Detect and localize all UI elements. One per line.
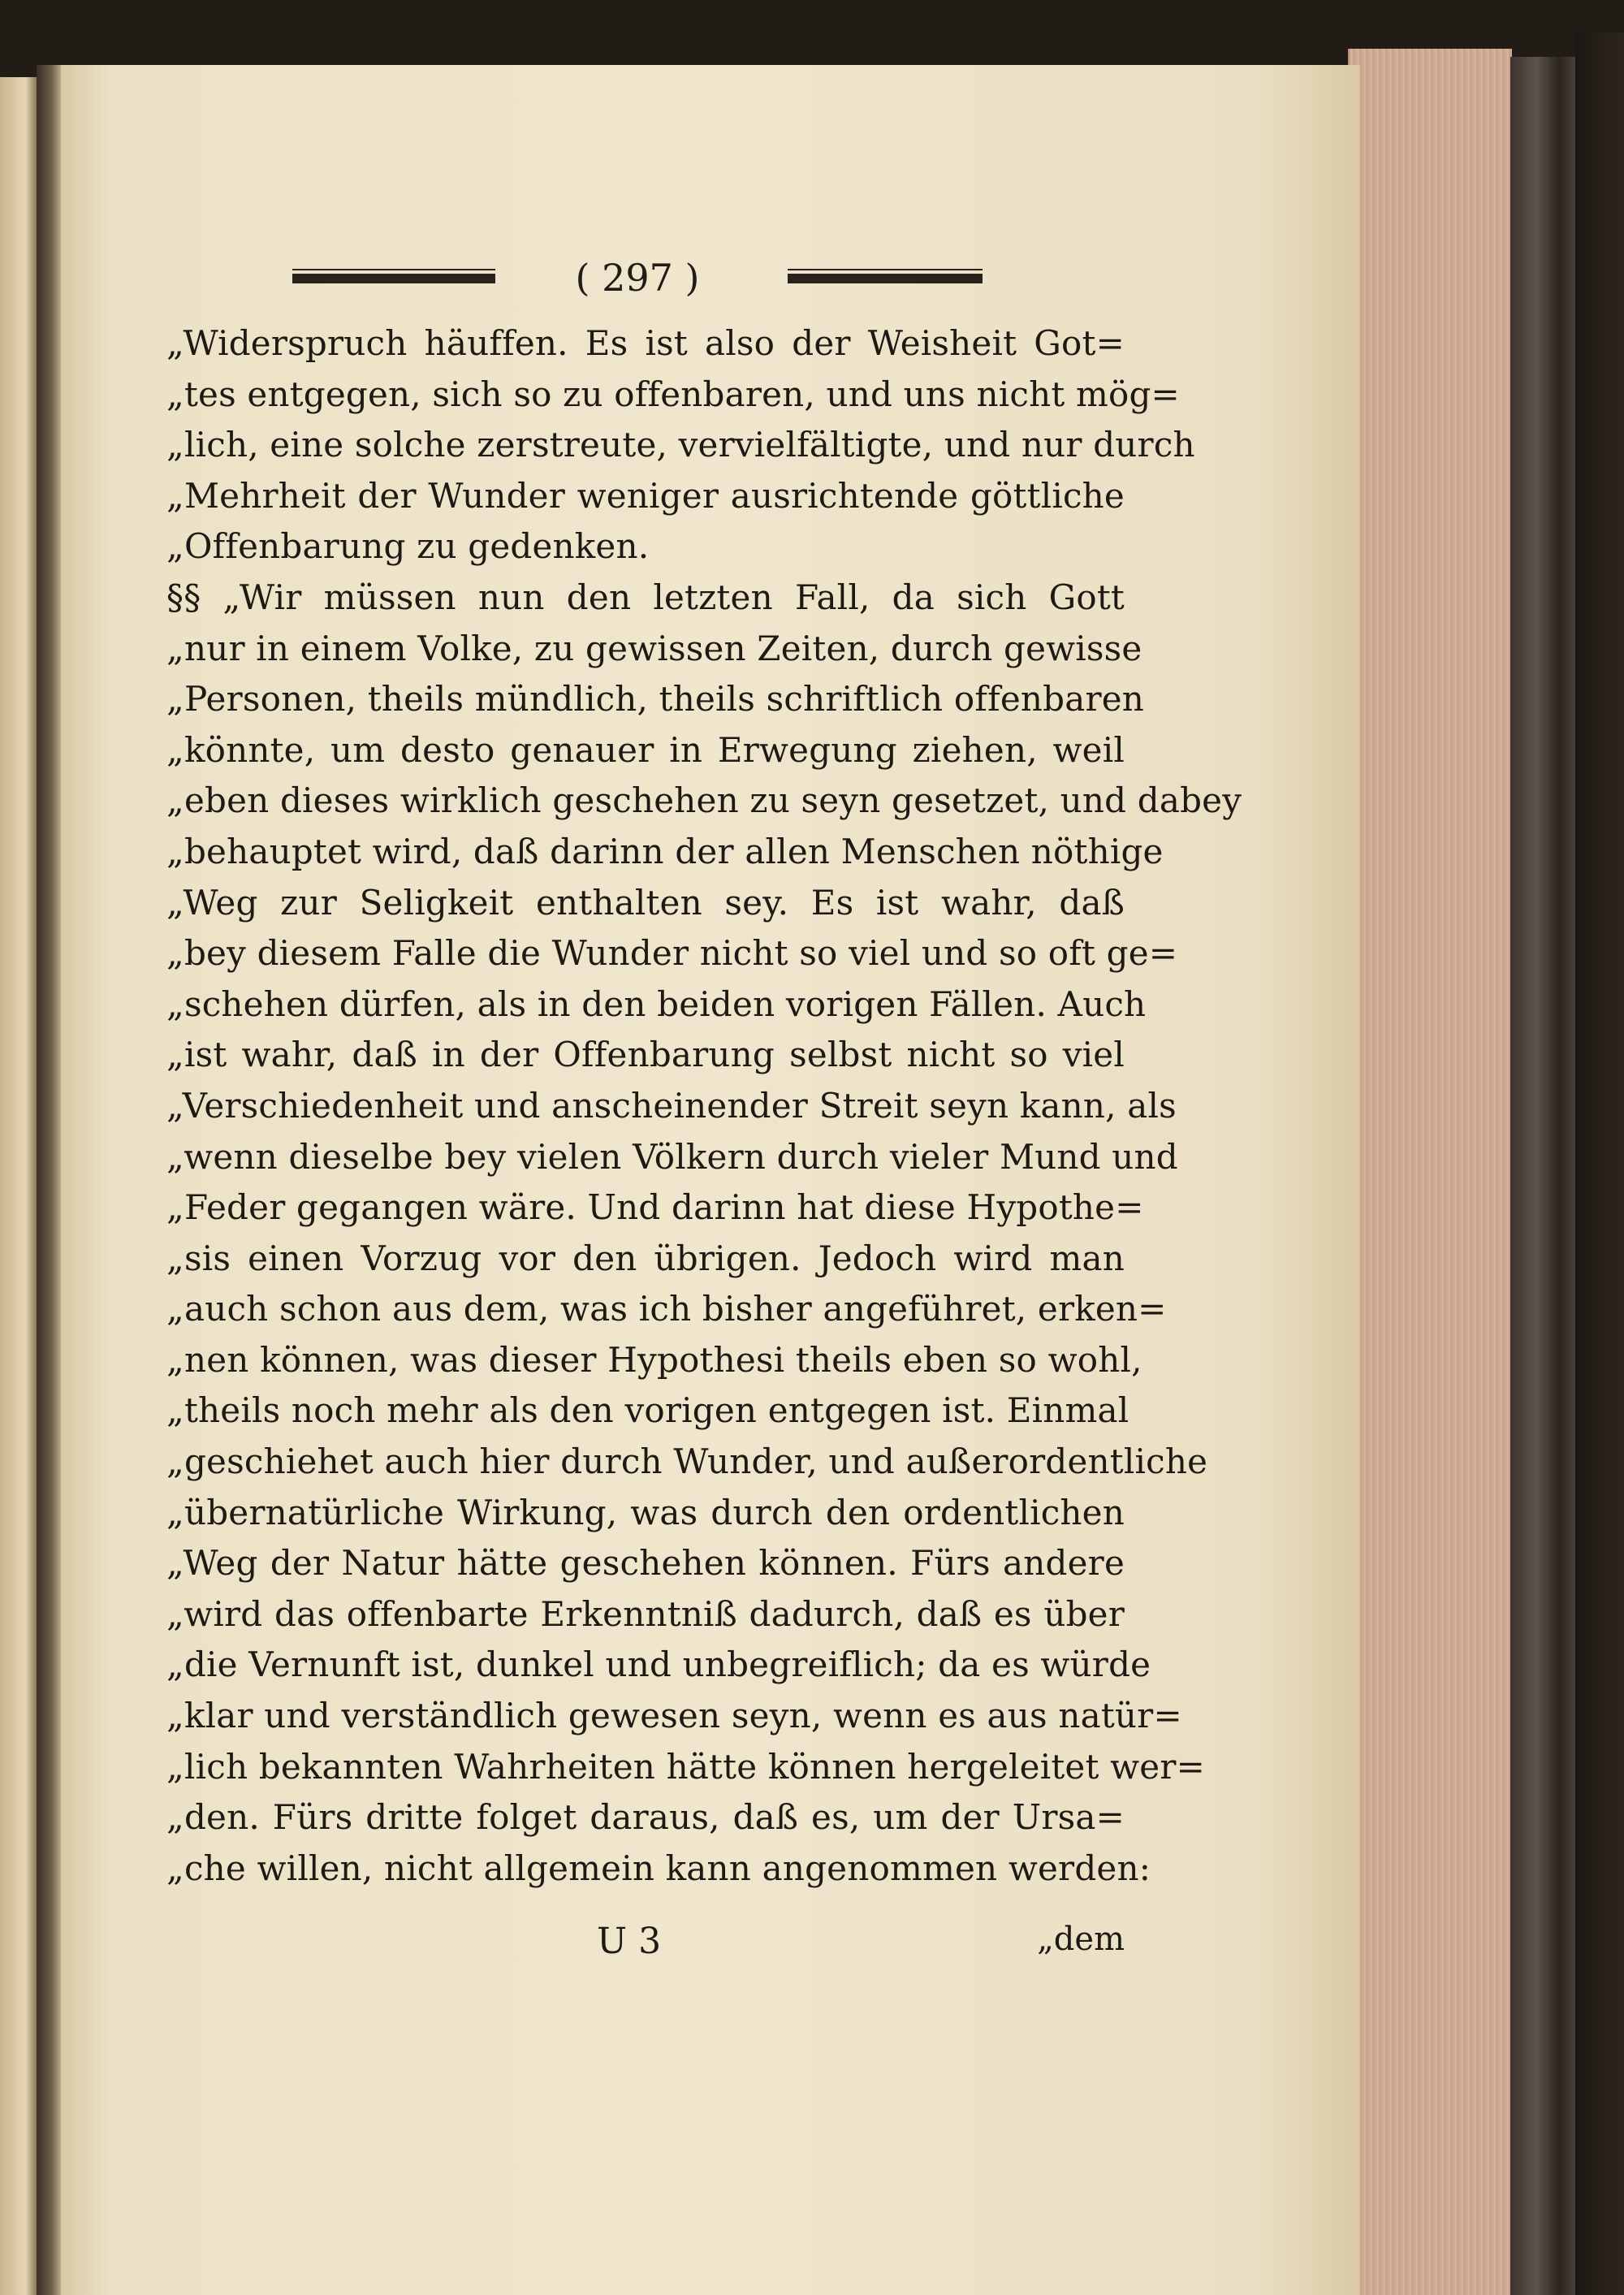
page-footer [166,1921,1125,1969]
text-line: „schehen dürfen, als in den beiden vorigen Fällen. Auch [166,983,1147,1024]
text-line: „Weg zur Seligkeit enthalten sey. Es ist wahr, daß [166,882,1125,923]
text-line: „Personen, theils mündlich, theils schriftlich offenbaren [166,679,1145,720]
text-line: „könnte, um desto genauer in Erwegung ziehen, weil [166,729,1125,770]
text-line: „theils noch mehr als den vorigen entgegen ist. Einmal [166,1390,1129,1431]
text-line: „Verschiedenheit und anscheinender Streit seyn kann, als [166,1085,1177,1126]
text-line: „lich bekannten Wahrheiten hätte können hergeleitet wer= [166,1746,1205,1787]
text-line: „lich, eine solche zerstreute, vervielfältigte, und nur durch [166,425,1195,465]
book-binding [1510,57,1575,2295]
text-line: „sis einen Vorzug vor den übrigen. Jedoch wird man [166,1238,1125,1278]
page-block-edge [1348,49,1512,2295]
text-line: „klar und verständlich gewesen seyn, wenn es aus natür= [166,1696,1182,1736]
text-line: „eben dieses wirklich geschehen zu seyn gesetzet, und dabey [166,780,1242,821]
text-line: „che willen, nicht allgemein kann angenommen werden: [166,1848,1151,1888]
text-line: „übernatürliche Wirkung, was durch den ordentlichen [166,1492,1125,1532]
text-line: „wenn dieselbe bey vielen Völkern durch vieler Mund und [166,1136,1178,1177]
text-line: „bey diesem Falle die Wunder nicht so viel und so oft ge= [166,933,1178,974]
text-line: „geschiehet auch hier durch Wunder, und außerordentliche [166,1441,1208,1482]
text-line: „nen können, was dieser Hypothesi theils eben so wohl, [166,1339,1142,1380]
text-line: §§ „Wir müssen nun den letzten Fall, da sich Gott [166,577,1125,617]
text-line: „Feder gegangen wäre. Und darinn hat diese Hypothe= [166,1187,1144,1228]
text-line: „behauptet wird, daß darinn der allen Menschen nöthige [166,831,1164,871]
text-line: „nur in einem Volke, zu gewissen Zeiten, durch gewisse [166,628,1142,668]
text-line: „Mehrheit der Wunder weniger ausrichtende göttliche [166,475,1125,516]
header-rule-left [292,274,495,283]
text-line: „auch schon aus dem, was ich bisher angeführet, erken= [166,1289,1167,1329]
text-line: „Offenbarung zu gedenken. [166,526,650,567]
text-line: „die Vernunft ist, dunkel und unbegreiflich; da es würde [166,1645,1151,1685]
facing-page-edge [0,77,37,2295]
text-line: „Weg der Natur hätte geschehen können. Fürs andere [166,1543,1125,1584]
text-line: „den. Fürs dritte folget daraus, daß es, um der Ursa= [166,1797,1125,1838]
header-rule-right [788,274,983,283]
page-header [292,256,983,300]
body-text [166,318,1242,1894]
catchword: „dem [1037,1921,1125,1958]
text-line: „ist wahr, daß in der Offenbarung selbst nicht so viel [166,1035,1125,1075]
text-line: „Widerspruch häuffen. Es ist also der Weisheit Got= [166,323,1125,363]
signature-mark: U 3 [597,1921,662,1962]
text-line: „wird das offenbarte Erkenntniß dadurch, daß es über [166,1593,1125,1634]
cover-edge [1575,32,1624,2295]
book-gutter [37,65,61,2295]
page-number: ( 297 ) [575,256,700,300]
text-line: „tes entgegen, sich so zu offenbaren, und uns nicht mög= [166,374,1180,414]
